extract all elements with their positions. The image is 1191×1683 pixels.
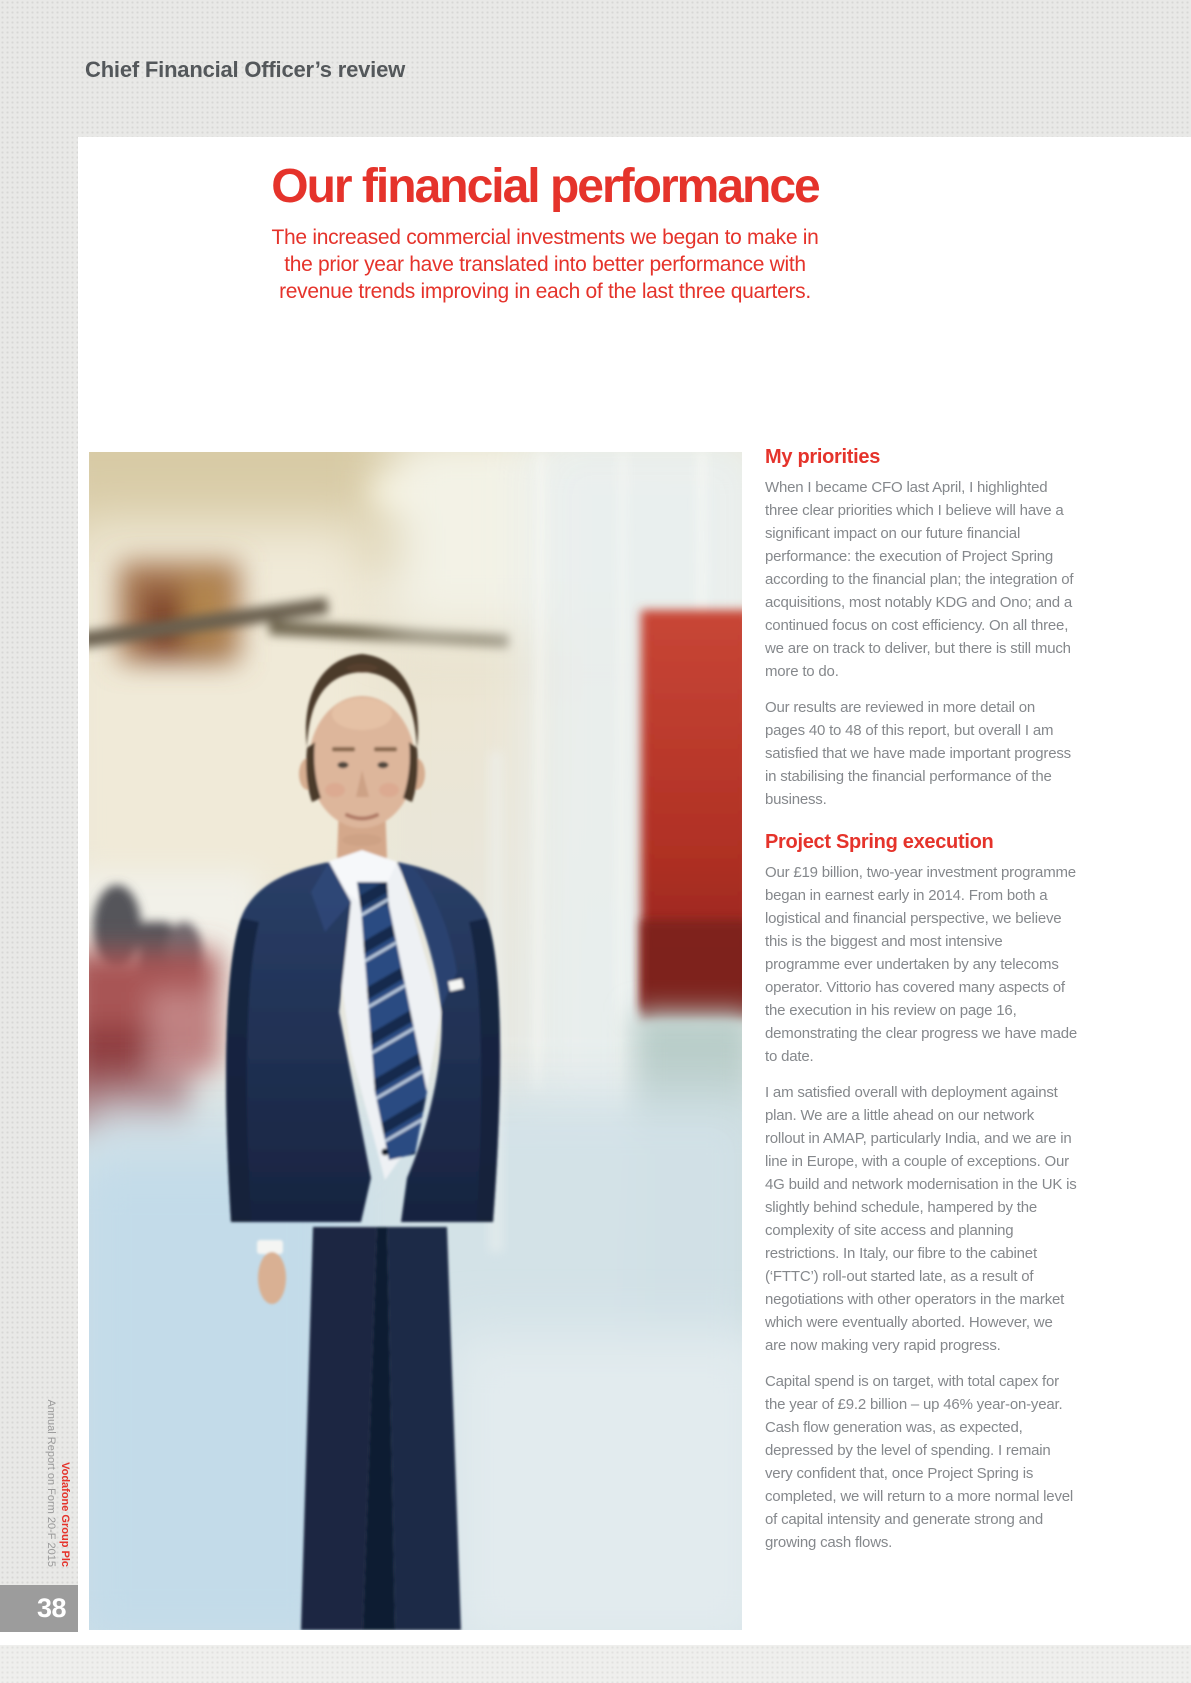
footer-strip [0, 1645, 1191, 1683]
paragraph: Our £19 billion, two-year investment programme began in earnest early in 2014. From both a logistical and financial perspective, we believe this is the biggest and most intensive programme ever undertaken by any telecoms operator. Vittorio has covered many aspects of the execution in his review on page 16, demonstrating the clear progress we have made to date. [765, 864, 1078, 1065]
paragraph: Capital spend is on target, with total capex for the year of £9.2 billion – up 46% year-on-year. Cash flow generation was, as expected, depressed by the level of spending. I remain very confident that, once Project Spring is completed, we will return to a more normal level of capital intensity and generate strong and growing cash flows. [765, 1373, 1074, 1551]
cfo-portrait-photo [89, 452, 742, 1630]
section-heading-project-spring: Project Spring execution [765, 831, 994, 853]
page-subtitle: The increased commercial investments we began to make in the prior year have translated into better performance with revenue trends improving in each of the last three quarters. [271, 226, 819, 303]
page-title: Our financial performance [271, 160, 819, 213]
spine-report-title: Annual Report on Form 20-F 2015 [45, 1399, 57, 1567]
section-eyebrow: Chief Financial Officer’s review [85, 57, 406, 82]
paragraph: When I became CFO last April, I highlighted three clear priorities which I believe will have a significant impact on our future financial performance: the execution of Project Spring according to the financial plan; the integration of acquisitions, most notably KDG and Ono; and a continued focus on cost efficiency. On all three, we are on track to deliver, but there is still much more to do. [765, 479, 1074, 680]
paragraph: I am satisfied overall with deployment against plan. We are a little ahead on our network rollout in AMAP, particularly India, and we are in line in Europe, with a couple of exceptions. Our 4G build and network modernisation in the UK is slightly behind schedule, hampered by the complexity of site access and planning restrictions. In Italy, our fibre to the cabinet (‘FTTC’) roll-out started late, as a result of negotiations with other operators in the market which were eventually aborted. However, we are now making very rapid progress. [765, 1084, 1077, 1354]
page-number-badge [0, 1585, 78, 1632]
article-column [765, 446, 1077, 1567]
hero-block [78, 137, 1012, 305]
section-heading-my-priorities: My priorities [765, 446, 881, 468]
page-number: 38 [36, 1593, 66, 1623]
spine-text [42, 1377, 72, 1567]
spine-brand: Vodafone Group Plc [59, 1462, 71, 1567]
paragraph: Our results are reviewed in more detail on pages 40 to 48 of this report, but overall I am satisfied that we have made important progress in stabilising the financial performance of the business. [765, 699, 1071, 808]
panel-notch [0, 1632, 78, 1645]
